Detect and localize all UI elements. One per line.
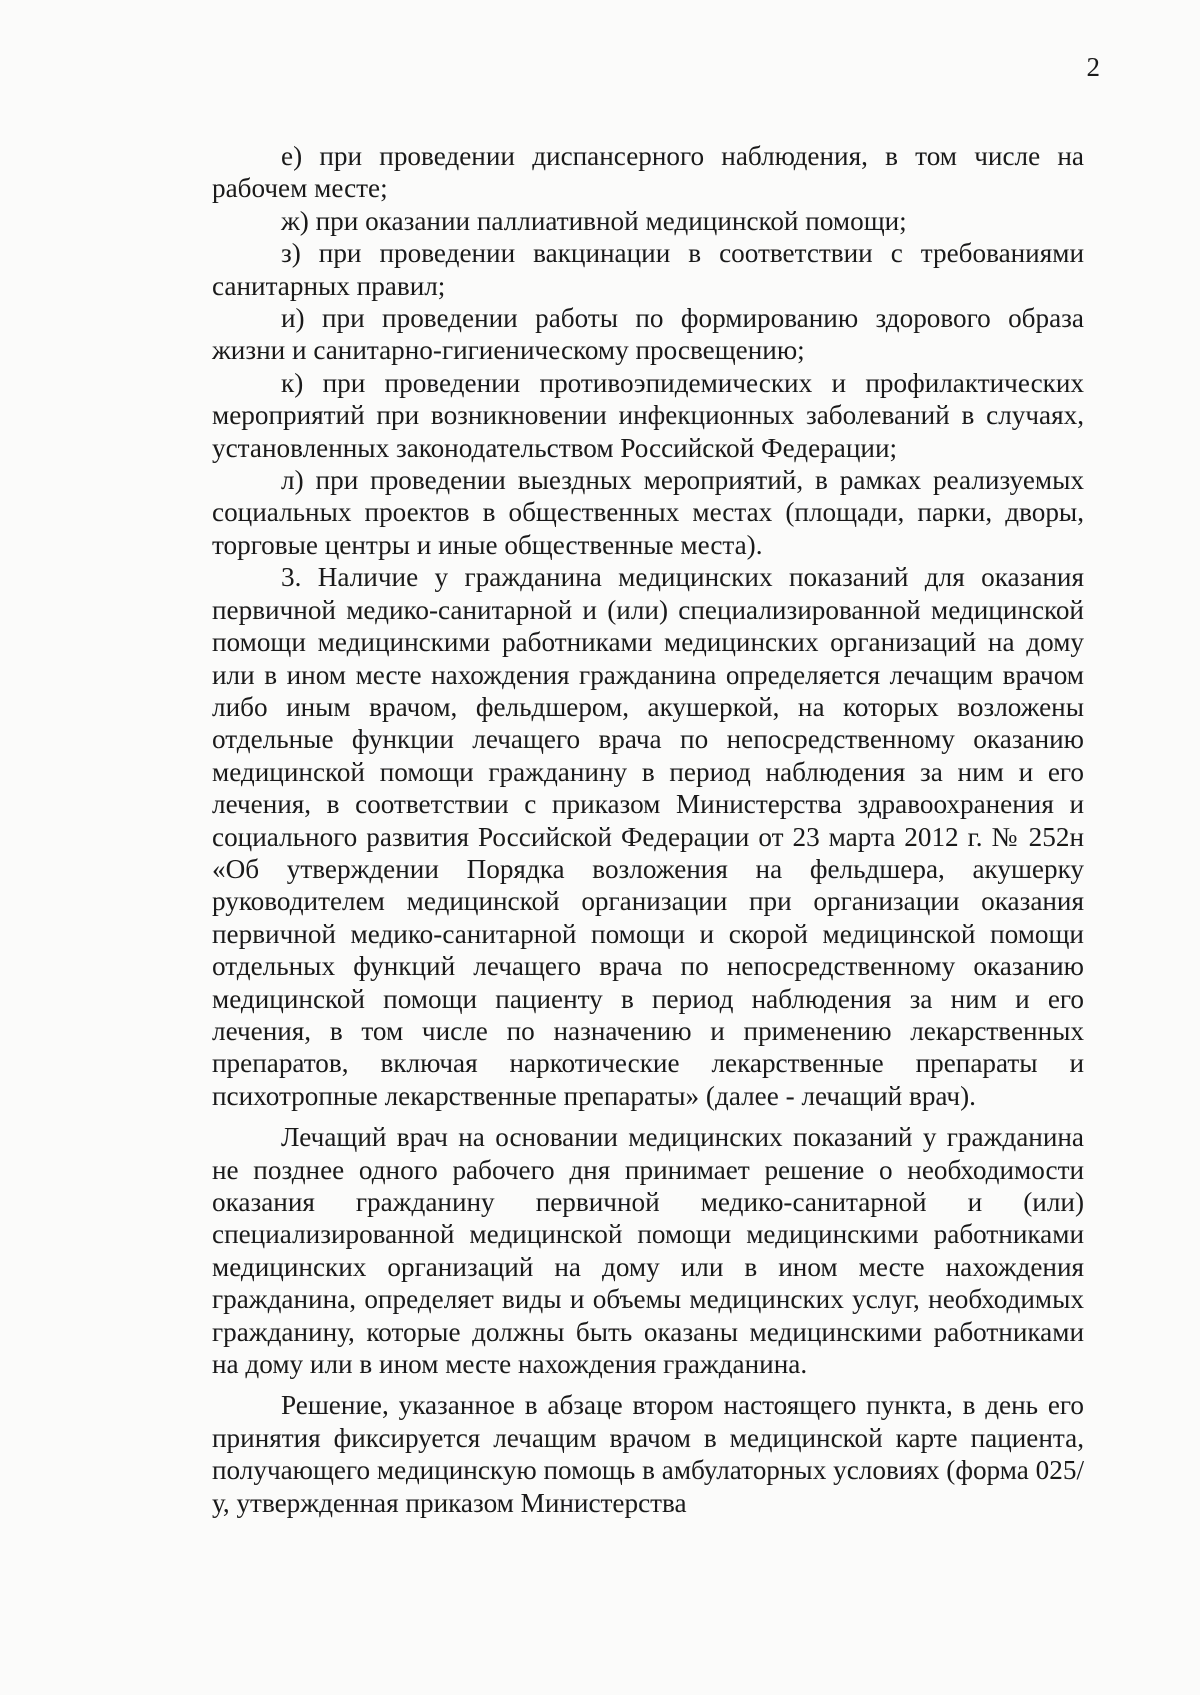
paragraph-attending-physician-decision: Лечащий врач на основании медицинских показаний у гражданина не позднее одного рабочего дня принимает решение о необходимости оказания гражданину первичной медико-санитарной и (или) специализированной медицинской помощи медицинскими работниками медицинских организаций на дому или в ином месте нахождения гражданина, определяет виды и объемы медицинских услуг, необходимых гражданину, которые должны быть оказаны медицинскими работниками на дому или в ином месте нахождения гражданина. xyxy=(212,1122,1084,1380)
paragraph-item-e: е) при проведении диспансерного наблюдения, в том числе на рабочем месте; xyxy=(212,141,1084,204)
paragraph-clause-3: 3. Наличие у гражданина медицинских показаний для оказания первичной медико-санитарной и (или) специализированной медицинской помощи медицинскими работниками медицинских организаций на дому или в ином месте нахождения гражданина определяется лечащим врачом либо иным врачом, фельдшером, акушеркой, на которых возложены отдельные функции лечащего врача по непосредственному оказанию медицинской помощи гражданину в период наблюдения за ним и его лечения, в соответствии с приказом Министерства здравоохранения и социального развития Российской Федерации от 23 марта 2012 г. № 252н «Об утверждении Порядка возложения на фельдшера, акушерку руководителем медицинской организации при организации оказания первичной медико-санитарной помощи и скорой медицинской помощи отдельных функций лечащего врача по непосредственному оказанию медицинской помощи пациенту в период наблюдения за ним и его лечения, в том числе по назначению и применению лекарственных препаратов, включая наркотические лекарственные препараты и психотропные лекарственные препараты» (далее - лечащий врач). xyxy=(212,562,1084,1111)
paragraph-item-i: и) при проведении работы по формированию здорового образа жизни и санитарно-гигиеническому просвещению; xyxy=(212,303,1084,366)
paragraph-item-z: з) при проведении вакцинации в соответствии с требованиями санитарных правил; xyxy=(212,238,1084,301)
paragraph-item-k: к) при проведении противоэпидемических и профилактических мероприятий при возникновении инфекционных заболеваний в случаях, установленных законодательством Российской Федерации; xyxy=(212,367,1084,463)
paragraph-decision-recording: Решение, указанное в абзаце втором настоящего пункта, в день его принятия фиксируется лечащим врачом в медицинской карте пациента, получающего медицинскую помощь в амбулаторных условиях (форма 025/у, утвержденная приказом Министерства xyxy=(212,1390,1084,1518)
page-number: 2 xyxy=(1086,52,1100,82)
document-body xyxy=(212,140,1084,1519)
paragraph-item-zh: ж) при оказании паллиативной медицинской помощи; xyxy=(281,205,907,236)
paragraph-item-l: л) при проведении выездных мероприятий, в рамках реализуемых социальных проектов в общественных местах (площади, парки, дворы, торговые центры и иные общественные места). xyxy=(212,465,1084,560)
